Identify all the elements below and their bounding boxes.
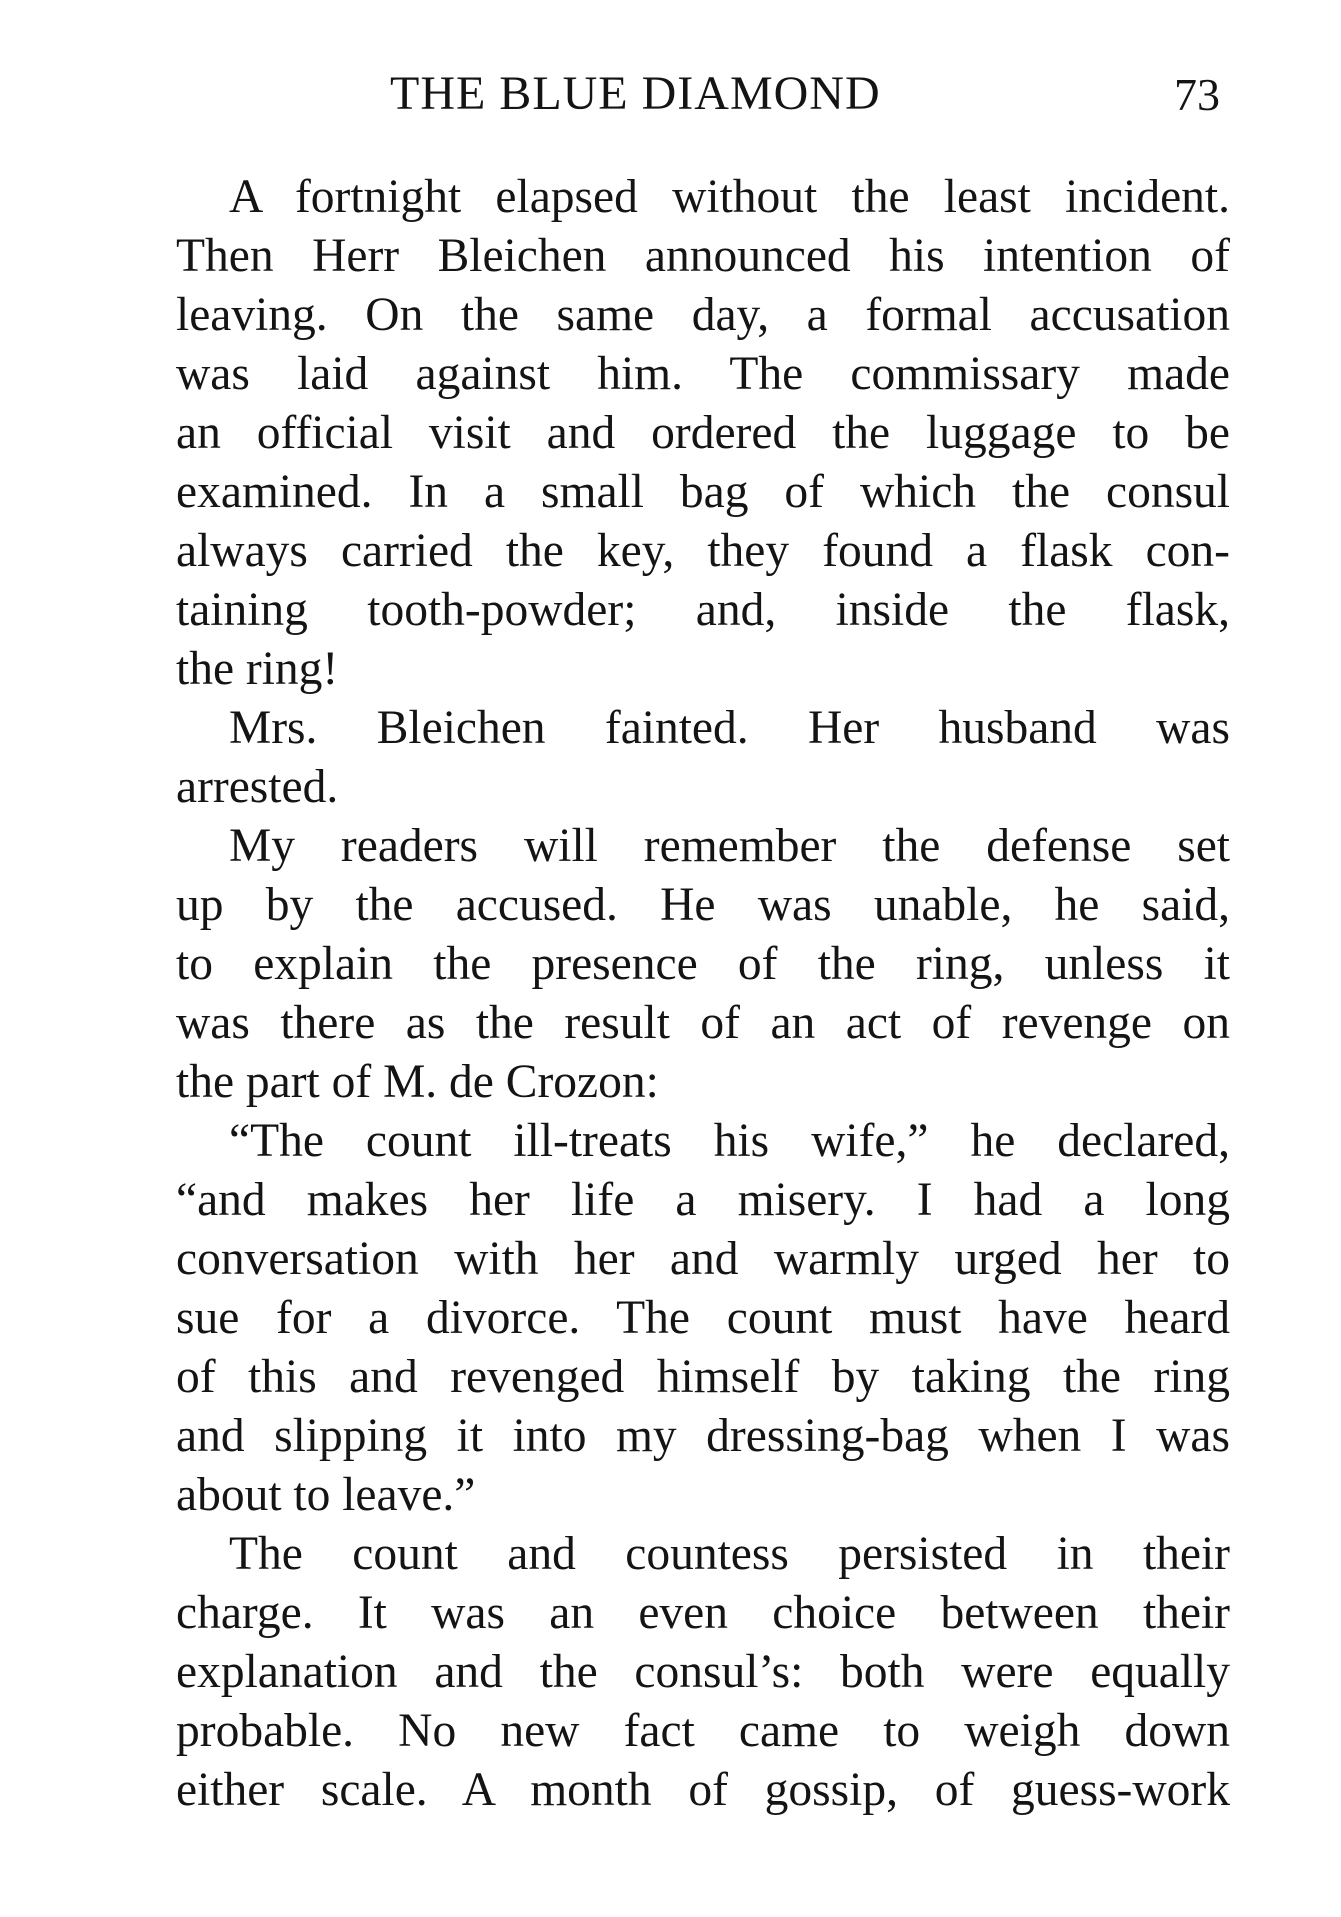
paragraph-5 — [176, 1525, 1230, 1820]
text-line: “and makes her life a misery. I had a long — [176, 1174, 1230, 1226]
text-line: up by the accused. He was unable, he said, — [176, 879, 1230, 931]
text-line: the ring! — [176, 643, 339, 695]
text-line: and slipping it into my dressing-bag when I was — [176, 1410, 1230, 1462]
paragraph-4 — [176, 1112, 1230, 1525]
text-line: arrested. — [176, 761, 339, 813]
text-line: probable. No new fact came to weigh down — [176, 1705, 1230, 1757]
text-line: charge. It was an even choice between their — [176, 1587, 1230, 1639]
text-line: My readers will remember the defense set — [229, 820, 1230, 872]
text-line: leaving. On the same day, a formal accusation — [176, 289, 1230, 341]
body-text — [176, 168, 1230, 1820]
paragraph-2 — [176, 699, 1230, 817]
page-number: 73 — [1174, 69, 1220, 120]
text-line: explanation and the consul’s: both were equally — [176, 1646, 1230, 1698]
text-line: an official visit and ordered the luggage to be — [176, 407, 1230, 459]
text-line: “The count ill-treats his wife,” he declared, — [229, 1115, 1230, 1167]
text-line: Mrs. Bleichen fainted. Her husband was — [229, 702, 1230, 754]
text-line: conversation with her and warmly urged her to — [176, 1233, 1230, 1285]
running-head — [175, 66, 1235, 126]
running-title: THE BLUE DIAMOND — [390, 67, 881, 120]
text-line: always carried the key, they found a flask con- — [176, 525, 1230, 577]
text-line: Then Herr Bleichen announced his intention of — [176, 230, 1230, 282]
text-line: was there as the result of an act of revenge on — [176, 997, 1230, 1049]
text-line: sue for a divorce. The count must have heard — [176, 1292, 1230, 1344]
text-line: to explain the presence of the ring, unless it — [176, 938, 1230, 990]
text-line: about to leave.” — [176, 1469, 476, 1521]
text-line: A fortnight elapsed without the least incident. — [229, 171, 1230, 223]
text-line: the part of M. de Crozon: — [176, 1056, 659, 1108]
paragraph-1 — [176, 168, 1230, 699]
text-line: examined. In a small bag of which the consul — [176, 466, 1230, 518]
text-line: was laid against him. The commissary made — [176, 348, 1230, 400]
text-line: of this and revenged himself by taking the ring — [176, 1351, 1230, 1403]
text-line: taining tooth-powder; and, inside the flask, — [176, 584, 1230, 636]
text-line: The count and countess persisted in their — [229, 1528, 1230, 1580]
paragraph-3 — [176, 817, 1230, 1112]
text-line: either scale. A month of gossip, of guess-work — [176, 1764, 1230, 1816]
